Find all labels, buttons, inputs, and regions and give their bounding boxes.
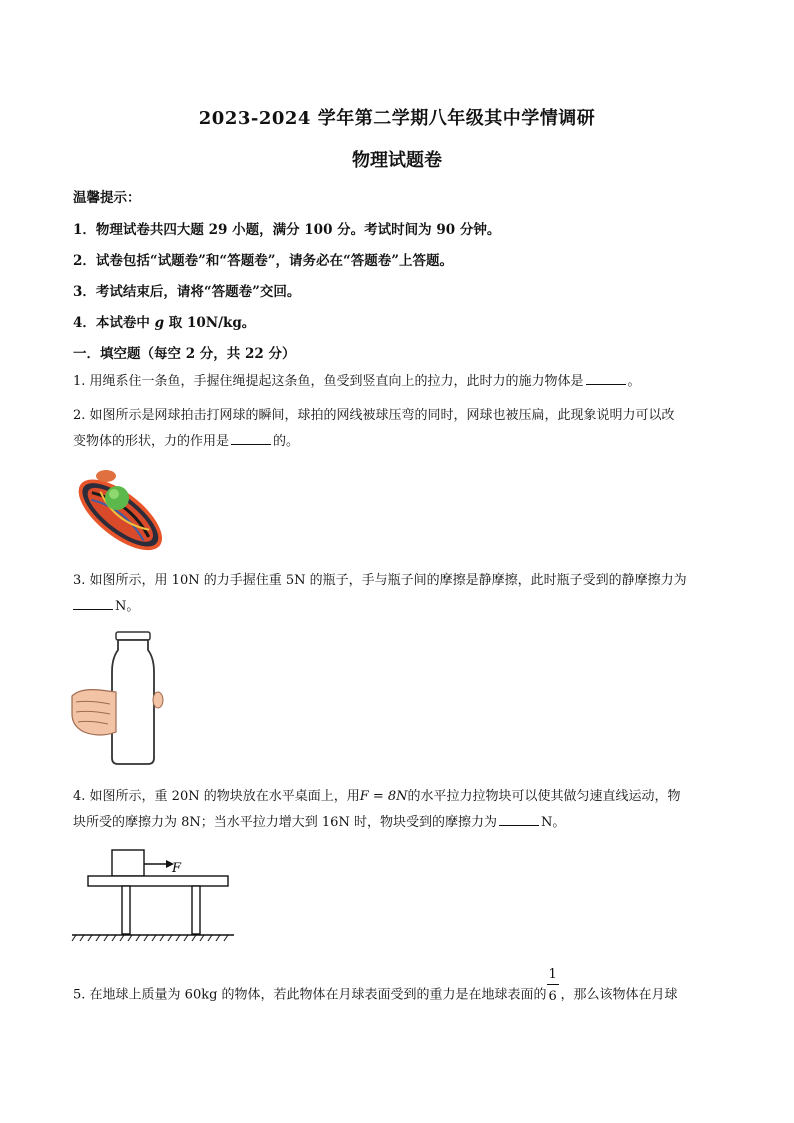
tip-4-g: g <box>154 315 165 331</box>
answer-blank <box>73 595 113 610</box>
q2-line-2: 变物体的形状，力的作用是 的。 <box>73 429 723 455</box>
q4-line-1: 4. 如图所示，重 20N 的物块放在水平桌面上，用F = 8N的水平拉力拉物块可以使其做匀速直线运动，物 <box>73 789 681 804</box>
answer-blank <box>231 430 271 445</box>
tips-heading: 温馨提示： <box>73 190 141 206</box>
table-block-figure <box>70 848 240 944</box>
q3-line-2: N。 <box>73 594 723 620</box>
question-4 <box>73 784 723 836</box>
force-label: F <box>172 861 182 876</box>
exam-title: 2023-2024 学年第二学期八年级其中学情调研 <box>198 108 596 129</box>
bottle-hand-figure <box>70 628 165 768</box>
q3-line-1: 3. 如图所示，用 10N 的力手握住重 5N 的瓶子，手与瓶子间的摩擦是静摩擦，此时瓶子受到的静摩擦力为 <box>73 573 687 588</box>
section-heading: 一．填空题（每空 2 分，共 22 分） <box>73 346 296 362</box>
answer-blank <box>499 811 539 826</box>
tip-2: 2．试卷包括“试题卷”和“答题卷”，请务必在“答题卷”上答题。 <box>73 253 453 269</box>
q4-line-2: 块所受的摩擦力为 8N；当水平拉力增大到 16N 时，物块受到的摩擦力为 N。 <box>73 810 723 836</box>
tip-4 <box>73 311 255 331</box>
q2-line-1: 2. 如图所示是网球拍击打网球的瞬间，球拍的网线被球压弯的同时，网球也被压扁，此现象说明力可以改 <box>73 408 675 423</box>
question-3 <box>73 568 723 620</box>
tennis-racket-figure <box>70 462 170 562</box>
q1-text: 1. 用绳系住一条鱼，手握住绳提起这条鱼，鱼受到竖直向上的拉力，此时力的施力物体是 <box>73 374 584 389</box>
tip-1: 1．物理试卷共四大题 29 小题，满分 100 分。考试时间为 90 分钟。 <box>73 222 501 238</box>
question-1 <box>73 369 723 395</box>
question-5: 5. 在地球上质量为 60kg 的物体，若此物体在月球表面受到的重力是在地球表面的 $\frac{1}{6}$ ，那么该物体在月球 <box>73 982 733 1009</box>
q1-end: 。 <box>627 374 641 389</box>
tip-3: 3．考试结束后，请将“答题卷”交回。 <box>73 284 301 300</box>
answer-blank <box>586 370 626 385</box>
block <box>112 850 144 876</box>
tip-4-post: 取 10N/kg。 <box>164 315 256 331</box>
exam-subtitle: 物理试题卷 <box>352 150 442 171</box>
tip-4-pre: 4．本试卷中 <box>73 315 155 331</box>
question-2 <box>73 403 723 455</box>
fraction-one-sixth: $\frac{1}{6}$ <box>548 967 557 1004</box>
q4-formula: F = 8N <box>359 789 408 804</box>
table-top <box>88 876 228 886</box>
